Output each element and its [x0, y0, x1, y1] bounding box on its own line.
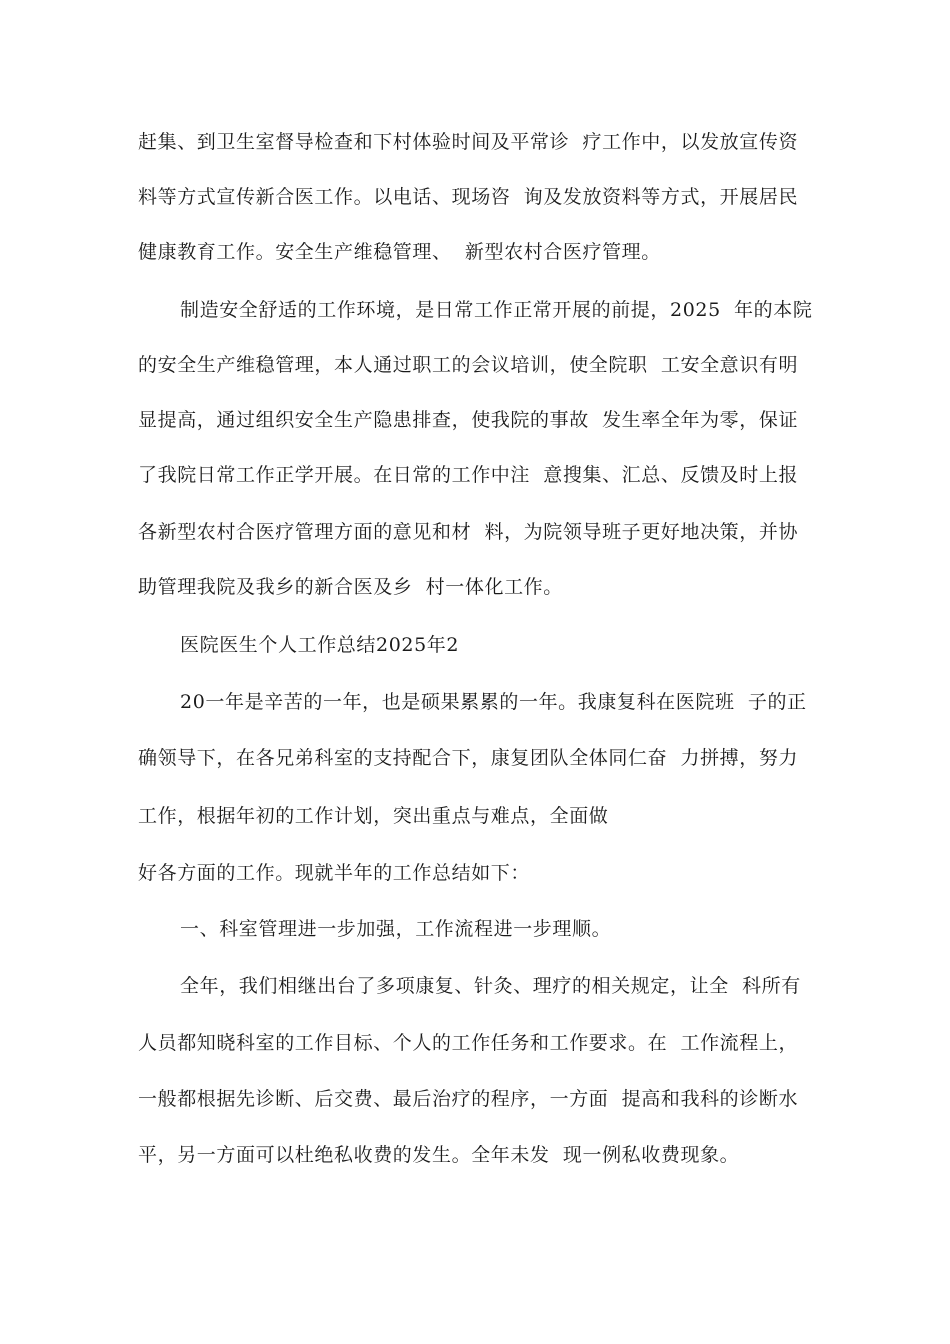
text-line: 好各方面的工作。现就半年的工作总结如下： — [138, 862, 531, 884]
text-line: 平，另一方面可以杜绝私收费的发生。全年未发 现一例私收费现象。 — [138, 1144, 740, 1166]
text-line: 人员都知晓科室的工作目标、个人的工作任务和工作要求。在 工作流程上， — [138, 1032, 799, 1054]
text-line: 料等方式宣传新合医工作。以电话、现场咨 询及发放资料等方式，开展居民 — [138, 186, 799, 208]
text-line: 确领导下，在各兄弟科室的支持配合下，康复团队全体同仁奋 力拼搏，努力 — [138, 747, 799, 769]
text-line: 的安全生产维稳管理，本人通过职工的会议培训，使全院职 工安全意识有明 — [138, 354, 799, 376]
text-line: 了我院日常工作正学开展。在日常的工作中注 意搜集、汇总、反馈及时上报 — [138, 464, 799, 486]
text-line: 工作，根据年初的工作计划，突出重点与难点，全面做 — [138, 805, 609, 827]
text-line: 一般都根据先诊断、后交费、最后治疗的程序，一方面 提高和我科的诊断水 — [138, 1088, 799, 1110]
text-line: 助管理我院及我乡的新合医及乡 村一体化工作。 — [138, 576, 563, 598]
text-line: 制造安全舒适的工作环境，是日常工作正常开展的前提，2025 年的本院 — [180, 299, 813, 321]
section-title: 医院医生个人工作总结2025年2 — [180, 634, 460, 656]
text-line: 全年，我们相继出台了多项康复、针灸、理疗的相关规定，让全 科所有 — [180, 975, 801, 997]
section-heading: 一、科室管理进一步加强，工作流程进一步理顺。 — [180, 918, 612, 940]
text-line: 赶集、到卫生室督导检查和下村体验时间及平常诊 疗工作中，以发放宣传资 — [138, 131, 799, 153]
text-line: 健康教育工作。安全生产维稳管理、 新型农村合医疗管理。 — [138, 241, 661, 263]
text-line: 显提高，通过组织安全生产隐患排查，使我院的事故 发生率全年为零，保证 — [138, 409, 799, 431]
text-line: 各新型农村合医疗管理方面的意见和材 料，为院领导班子更好地决策，并协 — [138, 521, 799, 543]
text-line: 20一年是辛苦的一年，也是硕果累累的一年。我康复科在医院班 子的正 — [180, 691, 807, 713]
